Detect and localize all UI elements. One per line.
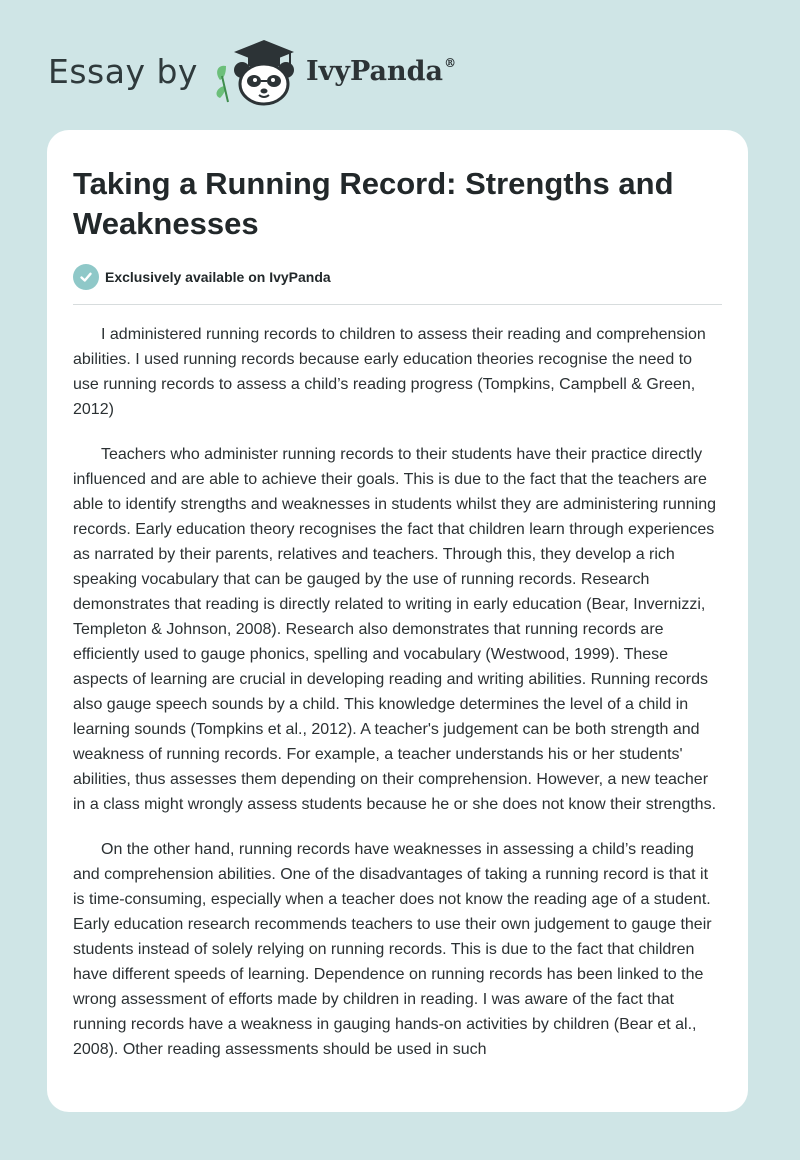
divider — [73, 304, 722, 305]
essay-card — [47, 130, 748, 1112]
paragraph: I administered running records to children to assess their reading and comprehension abilities. I used running records because early education theories recognise the need to use running records to assess a child’s reading progress (Tompkins, Campbell & Green, 2012) — [73, 326, 706, 418]
site-header — [48, 36, 456, 106]
check-icon — [73, 264, 99, 290]
brand-name[interactable] — [306, 56, 456, 87]
page-title: Taking a Running Record: Strengths and Weaknesses — [73, 166, 674, 241]
essay-body — [73, 322, 722, 1062]
brand-text: IvyPanda — [305, 55, 444, 87]
essay-by-label: Essay by — [48, 51, 198, 91]
panda-graduate-logo[interactable] — [212, 36, 304, 106]
paragraph: Teachers who administer running records to their students have their practice directly influenced and are able to achieve their goals. This is due to the fact that the teachers are able to identify strengths and weaknesses in students whilst they are administering running records. Early education theory recognises the fact that children learn through experiences as narrated by their parents, relatives and teachers. Through this, they develop a rich speaking vocabulary that can be gauged by the use of running records. Research demonstrates that reading is directly related to writing in early education (Bear, Invernizzi, Templeton & Johnson, 2008). Research also demonstrates that running records are efficiently used to gauge phonics, spelling and vocabulary (Westwood, 1999). These aspects of learning are crucial in developing reading and writing abilities. Running records also gauge speech sounds by a child. This knowledge determines the level of a child in learning sounds (Tompkins et al., 2012). A teacher's judgement can be both strength and weakness of running records. For example, a teacher understands his or her students' abilities, thus assesses them depending on their comprehension. However, a new teacher in a class might wrongly assess students because he or she does not know their strengths. — [73, 446, 717, 813]
exclusive-badge — [73, 264, 722, 290]
badge-label: Exclusively available on IvyPanda — [105, 269, 331, 285]
registered-mark: ® — [444, 55, 457, 70]
paragraph: On the other hand, running records have weaknesses in assessing a child’s reading and comprehension abilities. One of the disadvantages of taking a running record is that it is time-consuming, especially when a teacher does not know the reading age of a student. Early education research recommends teachers to use their own judgement to gauge their students instead of solely relying on running records. This is due to the fact that children have different speeds of learning. Dependence on running records has been linked to the wrong assessment of efforts made by children in reading. I was aware of the fact that running records have a weakness in gauging hands-on activities by children (Bear et al., 2008). Other reading assessments should be used in such — [73, 841, 712, 1058]
